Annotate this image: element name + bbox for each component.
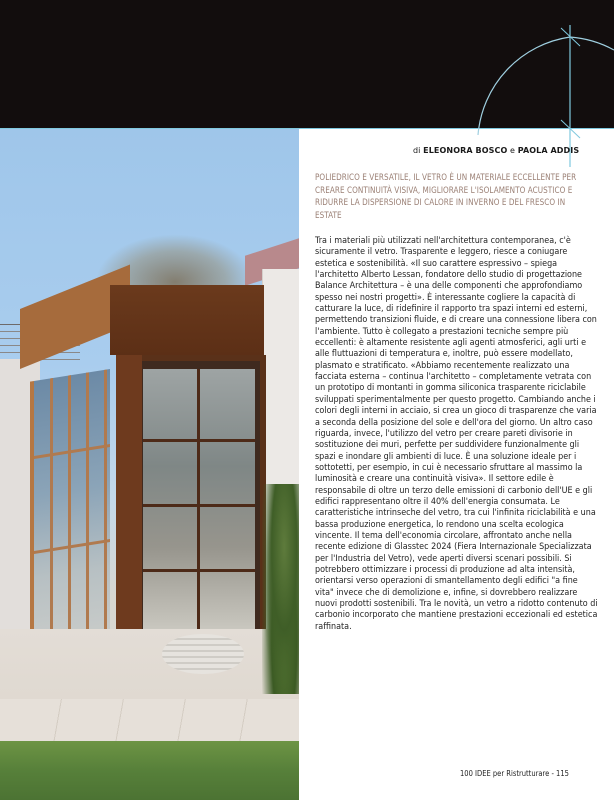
byline-author-1: ELEONORA BOSCO [423, 146, 508, 155]
body-paragraph: Tra i materiali più utilizzati nell'architettura contemporanea, c'è sicuramente il vetro. Trasparente e leggero, riesce a coniugare estetica e sostenibilità. «Il suo carattere espressivo – spiega l'architetto Alberto Lessan, fondatore dello studio di progettazione Balance Architettura – è una delle componenti che approfondiamo spesso nei nostri progetti». È interessante cogliere la capacità di catturare la luce, di ridefinire il rapporto tra spazi interni ed esterni, permettendo transizioni fluide, e di creare una connessione libera con l'ambiente. Tutto è collegato a prestazioni tecniche sempre più eccellenti: è altamente resistente agli agenti atmosferici, agli urti e alle fluttuazioni di temperatura e, inoltre, può essere modellato, plasmato e stratificato. «Abbiamo recentemente realizzato una facciata esterna – continua l'architetto – completamente vetrata con un prototipo di montanti in gomma siliconica trasparente riciclabile sviluppati sperimentalmente per questo progetto. Cambiando anche i colori degli interni in acciaio, si crea un gioco di trasparenze che varia a seconda della posizione del sole e dell'ora del giorno. Un altro caso riguarda, invece, l'utilizzo del vetro per creare pareti divisorie in sostituzione dei muri, perfette per suddividere funzionalmente gli spazi e inondare gli ambienti di luce. È una soluzione ideale per i sottotetti, per esempio, in cui è necessario sfruttare al massimo la luminosità e creare una continuità visiva». Il settore edile è responsabile di oltre un terzo delle emissioni di carbonio dell'UE e gli edifici rappresentano oltre il 40% dell'energia consumata. Le caratteristiche intrinseche del vetro, tra cui l'infinita riciclabilità e una bassa produzione energetica, lo rendono una scelta ecologica vincente. Il tema dell'economia circolare, affrontato anche nella recente edizione di Glasstec 2024 (Fiera Internazionale Specializzata per l'Industria del Vetro), vede aperti diversi scenari possibili. Si potrebbero ottimizzare i processi di produzione ad alta intensità, orientarsi verso operazioni di smantellamento degli edifici "a fine vita" invece che di demolizione e, infine, si dovrebbero realizzare nuovi prodotti sostenibili. Tra le novità, un vetro a ridotto contenuto di carbonio incorporato che mantiene prestazioni eccezionali ed estetica raffinata. [315, 236, 598, 632]
hero-photo [0, 129, 299, 800]
byline-prefix: di [413, 146, 421, 155]
byline-author-2: PAOLA ADDIS [517, 146, 580, 155]
photo-shrub [262, 484, 299, 694]
article-body [315, 236, 599, 633]
photo-corten-canopy [110, 285, 264, 355]
lead-paragraph: POLIEDRICO E VERSATILE, IL VETRO È UN MATERIALE ECCELLENTE PER CREARE CONTINUITÀ VISIVA, MIGLIORARE L'ISOLAMENTO ACUSTICO E RIDURRE LA DISPERSIONE DI CALORE IN INVERNO E DEL FRESCO IN ESTATE [315, 173, 577, 221]
page-folio: 100 IDEE per Ristrutturare - 115 [460, 769, 569, 778]
photo-pouf [162, 634, 244, 674]
byline [413, 146, 579, 155]
photo-lawn [0, 741, 299, 800]
top-black-band [0, 0, 614, 129]
byline-conjunction: e [510, 146, 516, 155]
